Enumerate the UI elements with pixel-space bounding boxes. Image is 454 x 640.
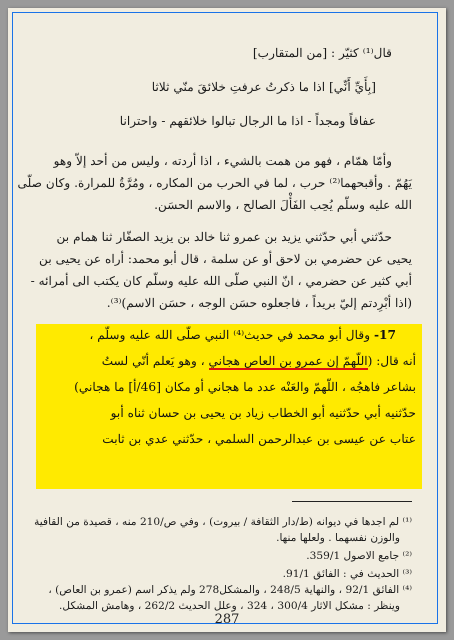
footnote-1-cont: والوزن نفسهما . ولعلها منها. (276, 532, 400, 544)
hadith-number: 17- (373, 328, 396, 342)
footnote-1: ⁽¹⁾ لم اجدها في ديوانه (ط/دار الثقافة / بيروت) ، وفي ص/210 منه ، قصيدة من القافية (34, 516, 412, 528)
text-line: حدّثني أبي حدّثني يزيد بن عمرو ثنا خالد بن يزيد الصفّار ثنا همام بن (56, 230, 392, 244)
text-fragment: أنه قال: ( (367, 354, 416, 368)
hadith-heading (42, 328, 416, 342)
text-line: حدّثنيه أبي حدّثنيه أبو الخطاب زياد بن يحيى بن حسان ثناه أبو (110, 406, 416, 420)
text-fragment: ، وهو يَعلم أنّي لستُ (101, 354, 209, 368)
book-page (8, 8, 446, 632)
footnote-2: ⁽²⁾ جامع الاصول 359/1. (306, 550, 412, 562)
text-line: أبي كثير عن حضرمي ، انّ النبي صلّى الله عليه وسلّم كان يكتب الى أمرائه - (30, 274, 412, 288)
footnote-3: ⁽³⁾ الحديث في : الفائق 91/1. (282, 568, 412, 580)
footnote-4-cont: وينظر : مشكل الاثار 300/4 ، 324 ، وعلل الحديث 262/2 ، وهامش المشكل. (59, 600, 400, 612)
text-line: يحيى عن حضرمي بن لاحق أو عن سلمة ، قال أبو محمد: أراه عن يحيى بن (39, 252, 412, 266)
text-line: بشاعر فاهجُه ، اللّهمّ والعَنْه عدد ما هجاني أو مكان [46/أ] ما هجاني) (74, 380, 416, 394)
text-line: وقال أبو محمد في حديث⁽⁴⁾ النبي صلّى الله عليه وسلّم ، (89, 328, 371, 342)
underlined-phrase: اللّهمّ إن عمرو بن العاص هجاني (208, 354, 368, 368)
text-line: وأمّا همّام ، فهو من همت بالشيء ، اذا أردته ، وليس من أحد إلاّ وهو (53, 154, 392, 168)
footnote-4: ⁽⁴⁾ الفائق 92/1 ، والنهاية 248/5 ، والمشكل278 ولم يذكر اسم (عمرو بن العاص) ، (48, 584, 412, 596)
text-line: قال⁽¹⁾ كثيّر : [من المتقارب] (252, 46, 392, 60)
text-line: يَهُمّ . وأقبحهما⁽²⁾ حرب ، لما في الحرب من المكاره ، ومُرَّةُ للمرارة. وكان صلّى (17, 176, 412, 190)
verse-line: عفافاً ومجداً - اذا ما الرجال تبالوا خلائقهم - واحترانا (119, 114, 376, 128)
text-line: عتاب عن عيسى بن عبدالرحمن السلمي ، حدّثني عدي بن ثابت (102, 432, 416, 446)
text-line (42, 354, 416, 368)
verse-line: [بِأَيِّ أَنِّي] اذا ما ذكرتُ عرفتِ خلائقَ منّي ثلاثا (151, 80, 376, 94)
text-line: الله عليه وسلّم يُحِب الفَأْلَ الصالح ، والاسم الحسَن. (154, 198, 412, 212)
footnote-divider (292, 501, 412, 502)
text-line: (اذا أبْرِدتم إليّ بريداً ، فاجعلوه حسَن الوجه ، حسَن الاسم)⁽³⁾. (106, 296, 412, 310)
page-number: 287 (214, 612, 240, 627)
